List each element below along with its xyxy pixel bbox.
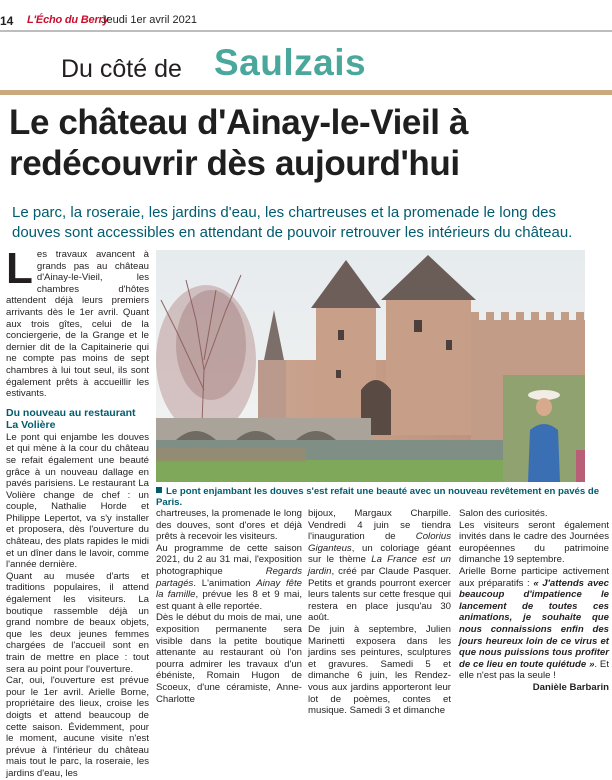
- expo-title: Regards partagés: [156, 565, 302, 589]
- col2-paragraph-a: chartreuses, la promenade le long des douves, sont d'ores et déjà prêts à recevoir les visiteurs.: [156, 508, 302, 543]
- col4-c-post: . Et elle n'est pas la seule !: [459, 658, 609, 682]
- photo-caption: [156, 486, 606, 508]
- chateau-photo: [156, 250, 585, 482]
- col2-b-mid: . L'animation: [193, 577, 257, 589]
- section-name: Saulzais: [214, 42, 367, 83]
- col4-paragraph-c: [459, 566, 609, 682]
- lead-text: es travaux avancent à grands pas au château d'Ainay-le-Vieil, les chambres d'hôtes attendent déjà leurs premiers arrivants dès le 1er avril. Quant aux trois gîtes, celui de la conciergerie, de la Grange et le dernier dit de la Capitainerie qui ne compte pas moins de sept chambres à lui tout seul, ils sont également prêts à accueillir les estivants.: [6, 249, 149, 400]
- museum-paragraph: Quant au musée d'arts et traditions populaires, il attend également les visiteurs. La boutique rassemble déjà un grand nombre de beaux objets, que les deux jeunes femmes chargées de l'accueil sont en train de mettre en place : tout sera au point pour l'ouverture.: [6, 570, 149, 675]
- col3-paragraph-b: De juin à septembre, Julien Marinetti exposera dans les jardins ses peintures, sculptures et gravures. Samedi 5 et dimanche 6 juin, les Rendez-vous aux jardins apporteront leur lot de poèmes, contes et musique. Samedi 3 et dimanche: [308, 623, 451, 717]
- col3-a-post: , créé par Claude Pasquer. Petits et grands pourront exercer leurs talents sur cette fresque qui restera en place jusqu'au 30 août.: [308, 565, 451, 624]
- article-column-1: [6, 244, 149, 779]
- header-divider: [0, 30, 612, 32]
- event-title: Ainay fête la famille: [156, 577, 303, 601]
- caption-bullet: [156, 487, 162, 493]
- col2-paragraph-c: Dès le début du mois de mai, une exposition permanente sera visible dans la petite boutique attenante au restaurant où l'on pourra admirer les travaux d'un ébéniste, Romain Hugon de Scoeux, d'une céramiste, Anne-Charlotte: [156, 612, 302, 705]
- page-number: 14: [0, 14, 14, 28]
- col2-b-post: , prévue les 8 et 9 mai, est quant à elle reportée.: [156, 589, 303, 612]
- section-prefix: Du côté de: [61, 55, 182, 83]
- article-column-3: [308, 508, 451, 717]
- article-column-2: [156, 508, 303, 705]
- quote: « J'attends avec beaucoup d'impatience le lancement de toutes ces animations, je souhaite que nous connaissions enfin des jours heureux loin de ce virus et que nous puissions tous profiter de ce lieu en toute quiétude »: [459, 577, 609, 670]
- col4-c-pre: Arielle Borne participe activement aux préparatifs :: [459, 565, 609, 589]
- opening-paragraph: Car, oui, l'ouverture est prévue pour le 1er avril. Arielle Borne, propriétaire des lieux, croise les doigts et attend beaucoup de cette saison. Évidemment, pour le moment, aucune visite n'est prévue à l'intérieur du château mais tout le parc, la roseraie, les jardins d'eau, les: [6, 675, 149, 779]
- dropcap: L: [6, 244, 33, 293]
- page-header: [0, 0, 612, 44]
- article-standfirst: Le parc, la roseraie, les jardins d'eau, les chartreuses et la promenade le long des douves sont accessibles en attendant de pouvoir retrouver les intérieurs du château.: [12, 204, 573, 241]
- col2-paragraph-b: [156, 543, 302, 613]
- article-column-4: [459, 508, 609, 693]
- col3-a-mid: , un coloriage géant sur le thème: [308, 542, 451, 566]
- article-headline: Le château d'Ainay-le-Vieil à redécouvrir dès aujourd'hui: [9, 103, 469, 183]
- restaurant-paragraph: Le pont qui enjambe les douves et qui mène à la cour du château se refait également une beauté grâce à un nouveau dallage en pavés parisiens. Le restaurant La Volière change de chef : un couple, Nathalie Horde et Philippe Lepertot, va s'y installer et proposera, dès l'ouverture du château, des plats rapides le midi et un dîner dans le lavoir, comme l'année dernière.: [6, 431, 149, 571]
- col3-paragraph-a: [308, 508, 451, 624]
- issue-date: Jeudi 1er avril 2021: [101, 14, 198, 26]
- article-subhead: Du nouveau au restaurant La Volière: [6, 406, 136, 431]
- col4-paragraph-b: Les visiteurs seront également invités dans le cadre des Journées européennes du patrimoine dimanche 19 septembre.: [459, 519, 609, 566]
- section-divider: [0, 90, 612, 95]
- caption-text: Le pont enjambant les douves s'est refait une beauté avec un nouveau revêtement en pavés de Paris.: [156, 486, 600, 508]
- col3-a-pre: bijoux, Margaux Charpille. Vendredi 4 juin se tiendra l'inauguration de: [308, 508, 451, 543]
- colorius-title: Colorius Giganteus: [308, 531, 451, 554]
- lead-paragraph: [6, 244, 149, 400]
- article-author: Danièle Barbarin: [532, 681, 609, 693]
- col4-paragraph-a: Salon des curiosités.: [459, 508, 548, 519]
- publication-logo: L'Écho du Berry: [27, 14, 109, 26]
- theme-title: La France est un jardin: [308, 554, 451, 577]
- col2-b-pre: Au programme de cette saison 2021, du 2 au 31 mai, l'exposition photographique: [156, 542, 302, 577]
